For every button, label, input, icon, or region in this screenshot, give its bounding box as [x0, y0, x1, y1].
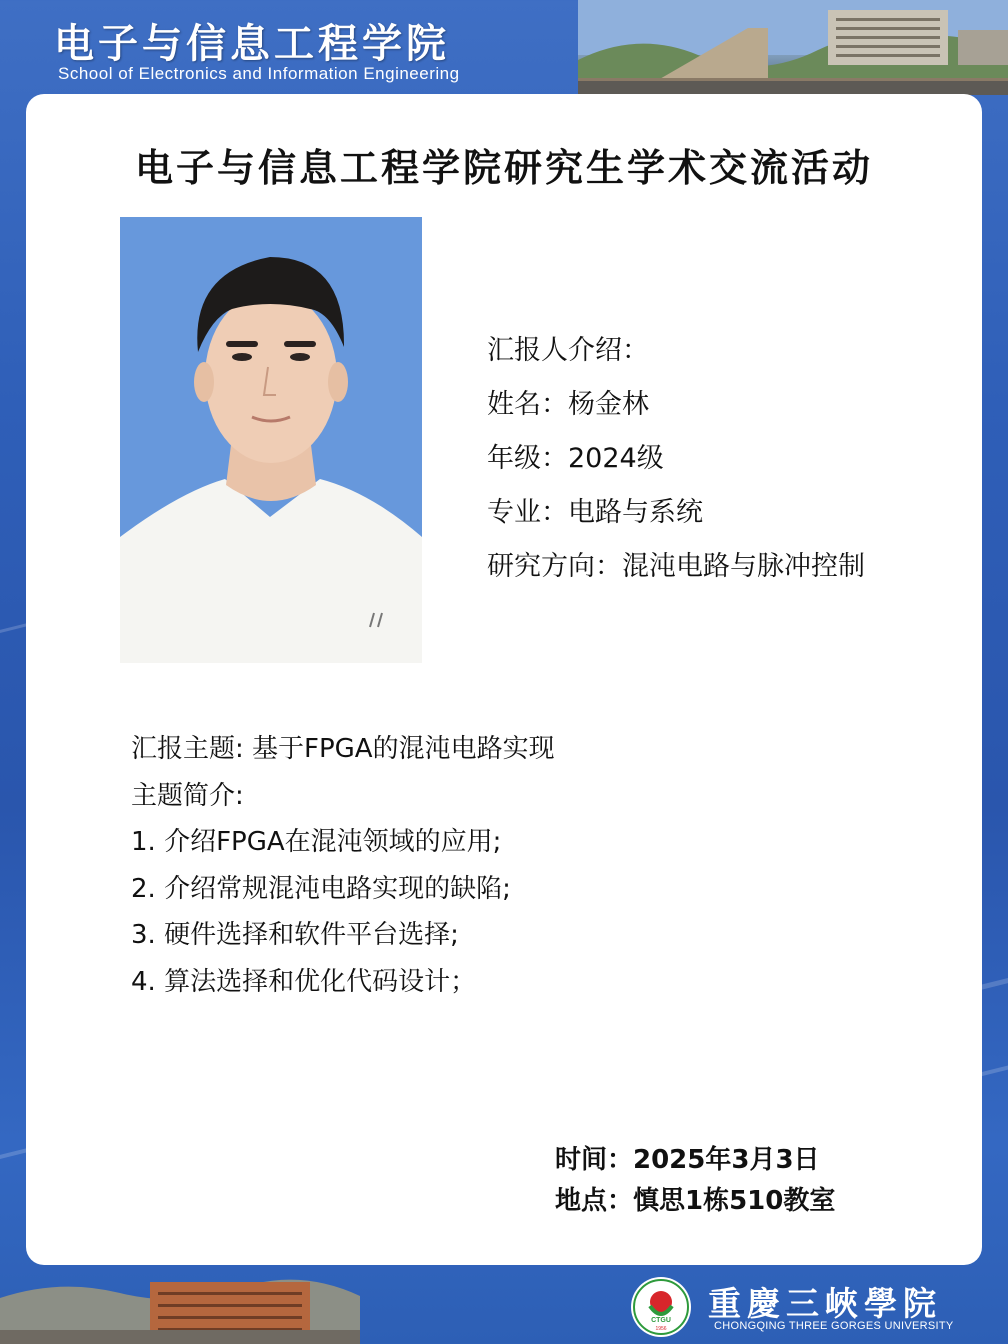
campus-photo — [578, 0, 1008, 95]
summary-heading: 主题简介: — [131, 780, 244, 811]
presenter-photo — [120, 217, 422, 663]
list-item: 3. 硬件选择和软件平台选择; — [131, 920, 459, 950]
logo-year: 1956 — [655, 1326, 667, 1332]
event-place: 地点：慎思1栋510教室 — [555, 1186, 836, 1216]
school-name-en: School of Electronics and Information Engineering — [58, 64, 460, 83]
presenter-info — [487, 331, 865, 601]
university-name-cn: 重慶三峽學院 — [708, 1284, 942, 1323]
presenter-major: 专业：电路与系统 — [487, 497, 703, 528]
presenter-grade: 年级：2024级 — [487, 443, 664, 474]
header-banner — [0, 0, 1008, 95]
presenter-research: 研究方向：混沌电路与脉冲控制 — [487, 551, 865, 582]
report-topic: 汇报主题: 基于FPGA的混沌电路实现 — [131, 734, 555, 764]
report-section — [131, 729, 555, 1008]
event-time: 时间：2025年3月3日 — [555, 1145, 820, 1175]
school-name-cn: 电子与信息工程学院 — [54, 20, 450, 67]
university-name-en: CHONGQING THREE GORGES UNIVERSITY — [714, 1320, 954, 1332]
list-item: 2. 介绍常规混沌电路实现的缺陷; — [131, 873, 511, 904]
presenter-name: 姓名：杨金林 — [487, 389, 649, 420]
page-title: 电子与信息工程学院研究生学术交流活动 — [134, 145, 873, 190]
presenter-intro-heading: 汇报人介绍： — [487, 335, 649, 366]
university-logo — [630, 1276, 692, 1338]
list-item: 4. 算法选择和优化代码设计； — [131, 966, 477, 997]
schedule-section — [555, 1140, 835, 1222]
logo-text: CTGU — [651, 1317, 671, 1324]
footer-building-photo — [0, 1268, 360, 1344]
list-item: 1. 介绍FPGA在混沌领域的应用; — [131, 827, 502, 857]
